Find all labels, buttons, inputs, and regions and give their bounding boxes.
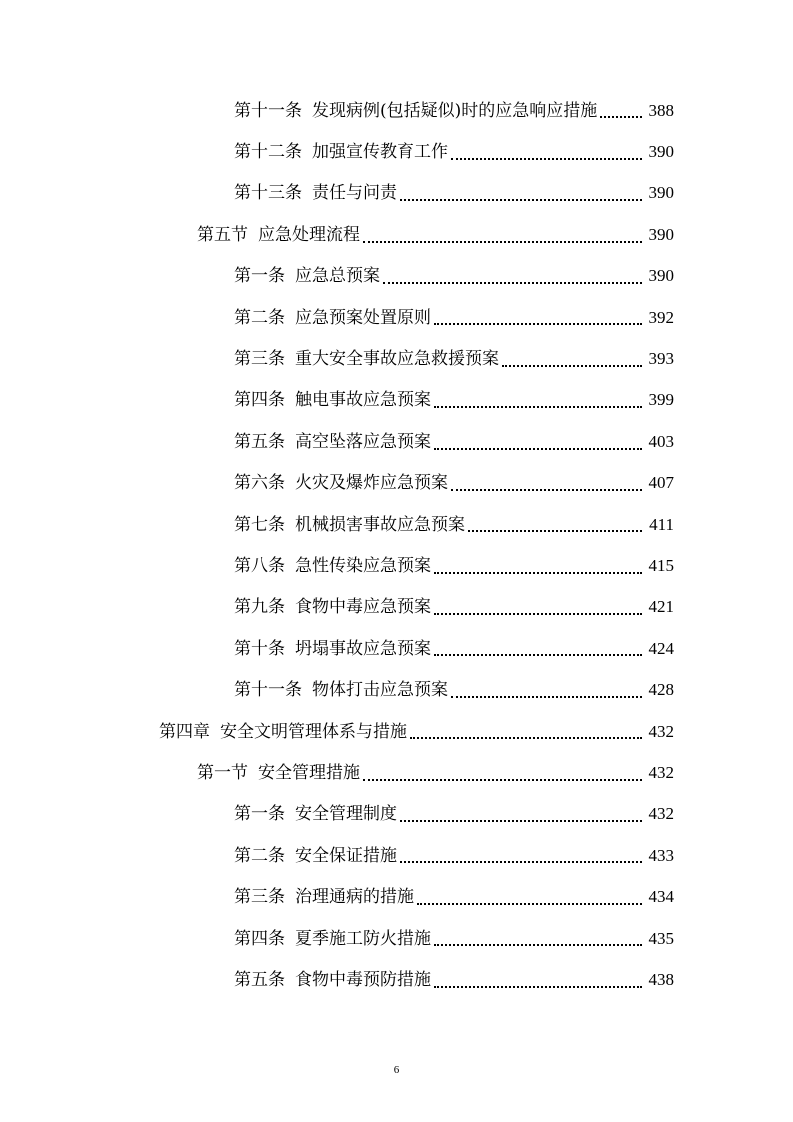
- toc-entry-label: 第五条: [234, 431, 285, 452]
- toc-entry-page: 438: [648, 969, 674, 989]
- toc-entry-title: 食物中毒预防措施: [295, 969, 431, 990]
- toc-entry-label: 第四条: [234, 390, 285, 411]
- dot-leader: [451, 489, 642, 491]
- dot-leader: [400, 199, 642, 201]
- toc-entry-page: 388: [648, 100, 674, 120]
- toc-entry-title: 坍塌事故应急预案: [295, 638, 431, 659]
- toc-entry[interactable]: [0, 669, 793, 710]
- toc-entry-label: 第十一条: [234, 680, 302, 701]
- dot-leader: [434, 613, 642, 615]
- toc-entry[interactable]: [0, 421, 793, 462]
- toc-entry-title: 安全文明管理体系与措施: [220, 721, 407, 742]
- toc-entry-title: 食物中毒应急预案: [295, 597, 431, 618]
- toc-entry[interactable]: [0, 628, 793, 669]
- toc-entry[interactable]: [0, 587, 793, 628]
- toc-entry-label: 第八条: [234, 555, 285, 576]
- toc-entry[interactable]: [0, 173, 793, 214]
- toc-entry-title: 安全管理制度: [295, 804, 397, 825]
- toc-entry[interactable]: [0, 794, 793, 835]
- toc-entry-label: 第一节: [197, 762, 248, 783]
- toc-entry-label: 第二条: [234, 845, 285, 866]
- toc-entry-title: 安全保证措施: [295, 845, 397, 866]
- toc-entry-page: 434: [648, 887, 674, 907]
- toc-chapter-entry[interactable]: [0, 711, 793, 752]
- toc-entry-label: 第五条: [234, 969, 285, 990]
- toc-entry[interactable]: [0, 380, 793, 421]
- toc-entry-label: 第十二条: [234, 142, 302, 163]
- dot-leader: [417, 903, 642, 905]
- toc-section-entry[interactable]: [0, 214, 793, 255]
- toc-entry-title: 责任与问责: [312, 183, 397, 204]
- toc-entry-page: 424: [648, 638, 674, 658]
- dot-leader: [410, 737, 642, 739]
- toc-entry-page: 411: [649, 514, 674, 534]
- toc-entry-title: 应急预案处置原则: [295, 307, 431, 328]
- dot-leader: [451, 158, 642, 160]
- dot-leader: [434, 572, 642, 574]
- toc-entry[interactable]: [0, 876, 793, 917]
- toc-entry-label: 第三条: [234, 349, 285, 370]
- toc-entry-label: 第五节: [197, 224, 248, 245]
- toc-entry-label: 第六条: [234, 473, 285, 494]
- toc-entry-label: 第四条: [234, 928, 285, 949]
- toc-entry-page: 435: [648, 928, 674, 948]
- toc-entry-page: 393: [648, 349, 674, 369]
- toc-entry-page: 421: [648, 597, 674, 617]
- dot-leader: [400, 861, 642, 863]
- toc-entry-page: 432: [648, 721, 674, 741]
- toc-entry-title: 机械损害事故应急预案: [295, 514, 465, 535]
- dot-leader: [363, 241, 642, 243]
- toc-entry-label: 第七条: [234, 514, 285, 535]
- toc-entry-page: 432: [648, 762, 674, 782]
- toc-entry[interactable]: [0, 463, 793, 504]
- toc-entry-title: 应急处理流程: [258, 224, 360, 245]
- toc-entry-label: 第一条: [234, 266, 285, 287]
- toc-entry-page: 415: [648, 555, 674, 575]
- toc-entry-page: 428: [648, 680, 674, 700]
- toc-entry[interactable]: [0, 256, 793, 297]
- toc-entry-page: 407: [648, 473, 674, 493]
- toc-entry-label: 第四章: [159, 721, 210, 742]
- toc-entry[interactable]: [0, 338, 793, 379]
- toc-entry-page: 432: [648, 804, 674, 824]
- toc-entry[interactable]: [0, 918, 793, 959]
- toc-entry-label: 第十一条: [234, 100, 302, 121]
- toc-entry-title: 治理通病的措施: [295, 887, 414, 908]
- toc-entry-title: 高空坠落应急预案: [295, 431, 431, 452]
- toc-entry-label: 第一条: [234, 804, 285, 825]
- toc-entry-title: 重大安全事故应急救援预案: [295, 349, 499, 370]
- dot-leader: [434, 986, 642, 988]
- toc-entry-label: 第十三条: [234, 183, 302, 204]
- dot-leader: [434, 654, 642, 656]
- dot-leader: [383, 282, 642, 284]
- toc-section-entry[interactable]: [0, 752, 793, 793]
- toc-entry-title: 夏季施工防火措施: [295, 928, 431, 949]
- toc-entry-title: 加强宣传教育工作: [312, 142, 448, 163]
- toc-entry-label: 第十条: [234, 638, 285, 659]
- toc-entry-title: 物体打击应急预案: [312, 680, 448, 701]
- table-of-contents: [0, 90, 793, 1001]
- toc-entry-title: 应急总预案: [295, 266, 380, 287]
- toc-entry-page: 390: [648, 266, 674, 286]
- toc-entry-title: 发现病例(包括疑似)时的应急响应措施: [312, 100, 598, 121]
- toc-entry-title: 火灾及爆炸应急预案: [295, 473, 448, 494]
- toc-entry-page: 399: [648, 390, 674, 410]
- toc-entry-title: 安全管理措施: [258, 762, 360, 783]
- toc-entry-page: 433: [648, 845, 674, 865]
- dot-leader: [434, 406, 642, 408]
- toc-entry[interactable]: [0, 504, 793, 545]
- page-number: 6: [393, 1064, 400, 1076]
- dot-leader: [468, 530, 642, 532]
- toc-entry[interactable]: [0, 131, 793, 172]
- toc-entry-title: 急性传染应急预案: [295, 555, 431, 576]
- dot-leader: [363, 779, 642, 781]
- toc-entry-page: 390: [648, 142, 674, 162]
- dot-leader: [434, 323, 642, 325]
- dot-leader: [451, 696, 642, 698]
- toc-entry[interactable]: [0, 297, 793, 338]
- toc-entry-page: 403: [648, 431, 674, 451]
- dot-leader: [434, 448, 642, 450]
- toc-entry-page: 390: [648, 183, 674, 203]
- dot-leader: [400, 820, 642, 822]
- dot-leader: [434, 944, 642, 946]
- toc-entry-label: 第九条: [234, 597, 285, 618]
- toc-entry[interactable]: [0, 90, 793, 131]
- toc-entry[interactable]: [0, 959, 793, 1000]
- toc-entry[interactable]: [0, 835, 793, 876]
- toc-entry-page: 390: [648, 224, 674, 244]
- toc-entry-title: 触电事故应急预案: [295, 390, 431, 411]
- toc-entry-label: 第三条: [234, 887, 285, 908]
- toc-entry-label: 第二条: [234, 307, 285, 328]
- dot-leader: [600, 116, 642, 118]
- toc-entry-page: 392: [648, 307, 674, 327]
- dot-leader: [502, 365, 642, 367]
- toc-entry[interactable]: [0, 545, 793, 586]
